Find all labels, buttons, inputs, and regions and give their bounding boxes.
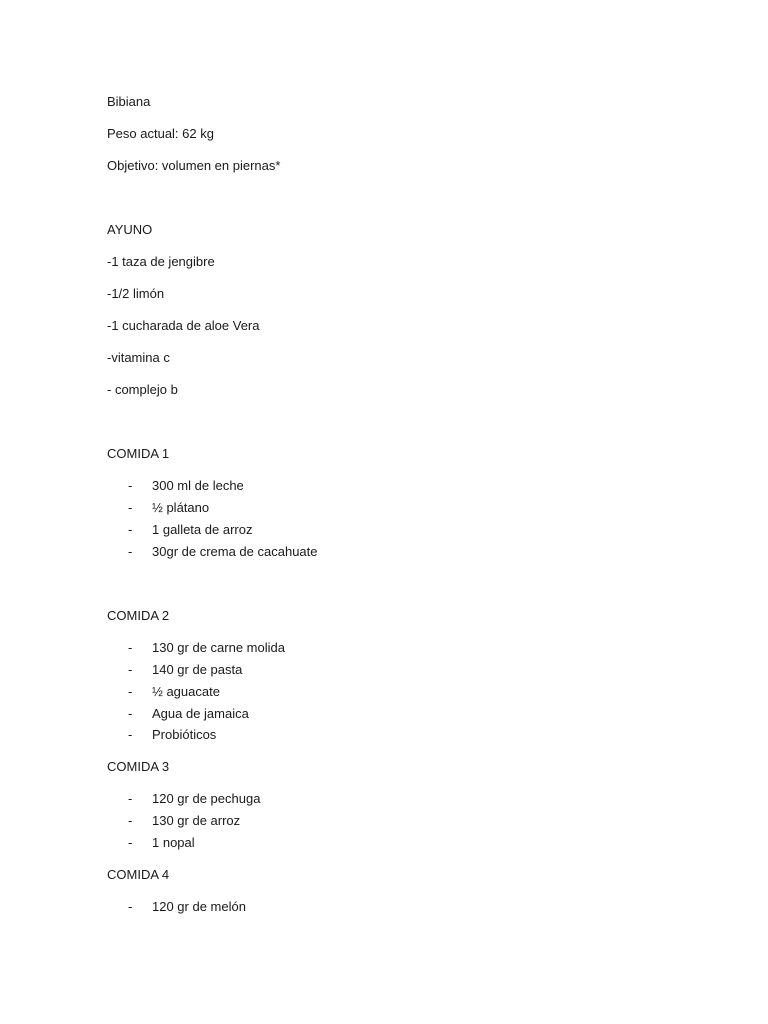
meal-item: 1 nopal — [152, 835, 195, 850]
meal-item: 1 galleta de arroz — [152, 522, 253, 537]
list-bullet: - — [128, 727, 133, 742]
list-bullet: - — [128, 813, 133, 828]
list-bullet: - — [128, 522, 133, 537]
list-bullet: - — [128, 706, 133, 721]
meal-item: 140 gr de pasta — [152, 662, 243, 677]
client-name: Bibiana — [107, 94, 151, 109]
meal-item: ½ plátano — [152, 500, 210, 515]
current-weight: Peso actual: 62 kg — [107, 126, 214, 141]
meal-heading: COMIDA 3 — [107, 759, 170, 774]
meal-item: Probióticos — [152, 727, 217, 742]
meal-item: 300 ml de leche — [152, 478, 244, 493]
meal-heading: COMIDA 2 — [107, 608, 170, 623]
meal-item: Agua de jamaica — [152, 706, 249, 721]
meal-item: 30gr de crema de cacahuate — [152, 544, 318, 559]
list-bullet: - — [128, 478, 133, 493]
meal-item: 120 gr de melón — [152, 899, 246, 914]
meal-heading: COMIDA 1 — [107, 446, 170, 461]
meal-item: 130 gr de carne molida — [152, 640, 285, 655]
list-bullet: - — [128, 500, 133, 515]
list-bullet: - — [128, 899, 133, 914]
list-bullet: - — [128, 544, 133, 559]
list-bullet: - — [128, 835, 133, 850]
ayuno-line: -1 taza de jengibre — [107, 254, 215, 269]
meal-item: 120 gr de pechuga — [152, 791, 261, 806]
list-bullet: - — [128, 791, 133, 806]
list-bullet: - — [128, 662, 133, 677]
ayuno-line: - complejo b — [107, 382, 178, 397]
meal-heading: COMIDA 4 — [107, 867, 170, 882]
list-bullet: - — [128, 684, 133, 699]
ayuno-line: -1 cucharada de aloe Vera — [107, 318, 260, 333]
goal: Objetivo: volumen en piernas* — [107, 158, 281, 173]
meal-item: 130 gr de arroz — [152, 813, 241, 828]
ayuno-heading: AYUNO — [107, 222, 153, 237]
ayuno-line: -vitamina c — [107, 350, 170, 365]
ayuno-line: -1/2 limón — [107, 286, 165, 301]
meal-item: ½ aguacate — [152, 684, 220, 699]
list-bullet: - — [128, 640, 133, 655]
